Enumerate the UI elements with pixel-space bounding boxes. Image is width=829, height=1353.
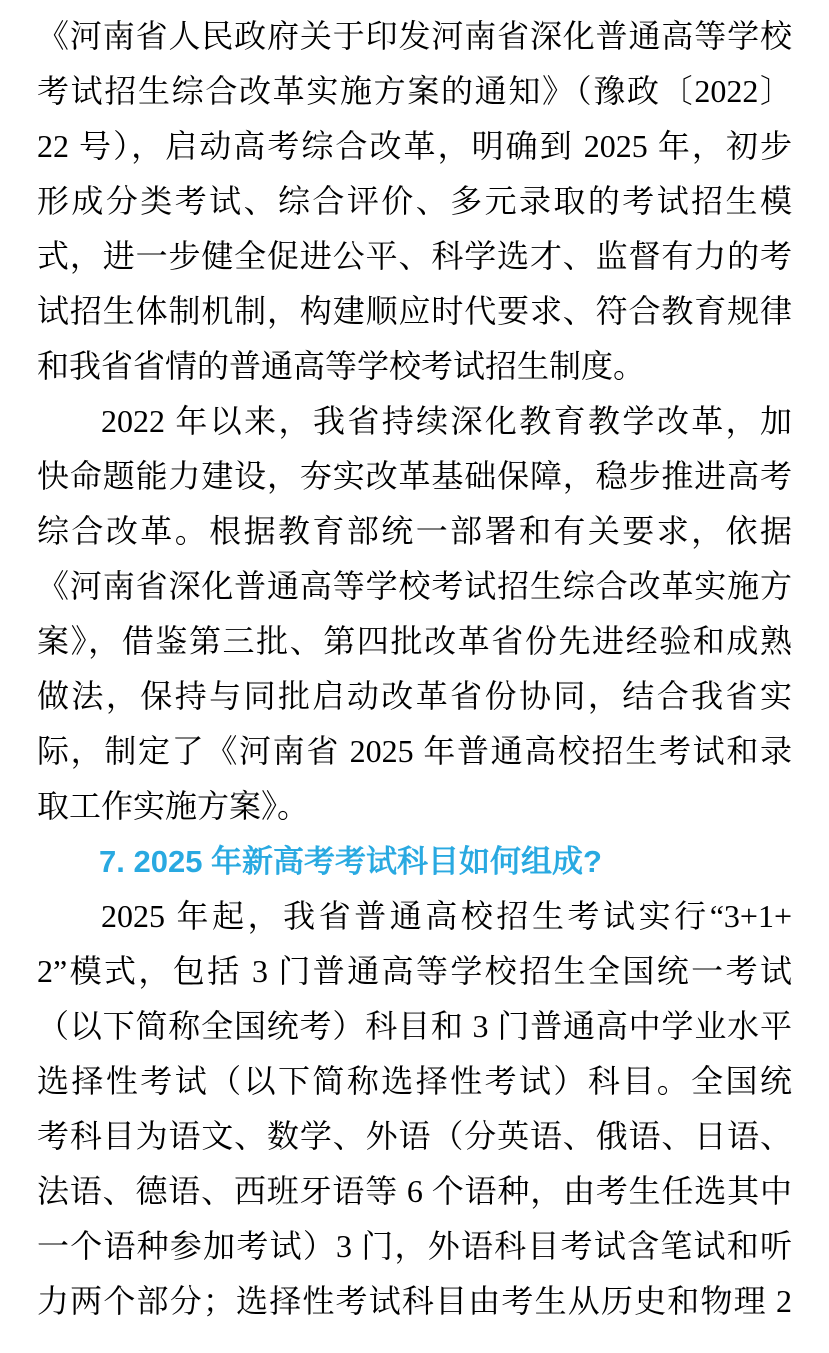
text-line: 和我省省情的普通高等学校考试招生制度。 xyxy=(37,348,646,384)
text-line: 力两个部分；选择性考试科目由考生从历史和物理 2 xyxy=(37,1283,792,1319)
text-line: 考科目为语文、数学、外语（分英语、俄语、日语、 xyxy=(37,1118,792,1154)
text-line: 际，制定了《河南省 2025 年普通高校招生考试和录 xyxy=(37,733,792,769)
text-line: 形成分类考试、综合评价、多元录取的考试招生模 xyxy=(37,183,792,219)
text-line: 选择性考试（以下简称选择性考试）科目。全国统 xyxy=(37,1063,792,1099)
text-line: 取工作实施方案》。 xyxy=(37,788,310,824)
text-line: 《河南省深化普通高等学校考试招生综合改革实施方 xyxy=(37,568,792,604)
text-line: 案》，借鉴第三批、第四批改革省份先进经验和成熟 xyxy=(37,623,792,659)
text-line: 2025 年起，我省普通高校招生考试实行“3+1+ xyxy=(101,898,792,934)
heading-line: 7. 2025 年新高考考试科目如何组成? xyxy=(99,844,602,879)
text-line: 做法，保持与同批启动改革省份协同，结合我省实 xyxy=(37,678,792,714)
paragraph-policy-continuation xyxy=(37,9,792,394)
text-line: 一个语种参加考试）3 门，外语科目考试含笔试和听 xyxy=(37,1228,792,1264)
text-line: 考试招生综合改革实施方案的通知》（豫政〔2022〕 xyxy=(37,73,792,109)
text-line: 《河南省人民政府关于印发河南省深化普通高等学校 xyxy=(37,18,792,54)
text-line: 法语、德语、西班牙语等 6 个语种，由考生任选其中 xyxy=(37,1173,792,1209)
text-line: （以下简称全国统考）科目和 3 门普通高中学业水平 xyxy=(37,1008,792,1044)
text-line: 2”模式，包括 3 门普通高等学校招生全国统一考试 xyxy=(37,953,792,989)
heading-question-7 xyxy=(37,834,792,889)
paragraph-exam-subjects xyxy=(37,889,792,1329)
text-line: 综合改革。根据教育部统一部署和有关要求，依据 xyxy=(37,513,792,549)
text-line: 22 号），启动高考综合改革，明确到 2025 年，初步 xyxy=(37,128,792,164)
text-line: 试招生体制机制，构建顺应时代要求、符合教育规律 xyxy=(37,293,792,329)
document-body xyxy=(37,9,792,1329)
text-line: 2022 年以来，我省持续深化教育教学改革，加 xyxy=(101,403,792,439)
text-line: 式，进一步健全促进公平、科学选才、监督有力的考 xyxy=(37,238,792,274)
text-line: 快命题能力建设，夯实改革基础保障，稳步推进高考 xyxy=(37,458,792,494)
paragraph-2022-progress xyxy=(37,394,792,834)
